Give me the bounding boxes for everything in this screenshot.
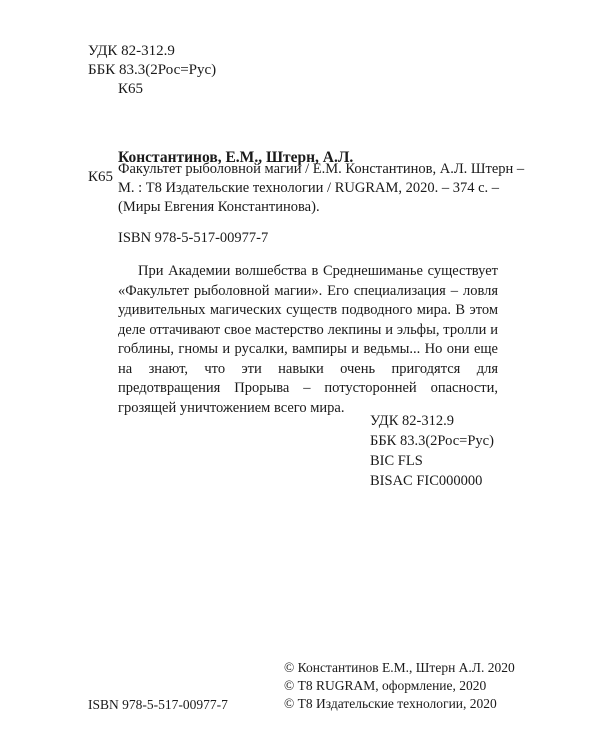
bic-code: BIC FLS (370, 453, 423, 469)
isbn-main: ISBN 978-5-517-00977-7 (118, 230, 269, 246)
udk-code: УДК 82-312.9 (88, 43, 175, 59)
copyright-line: © Константинов Е.М., Штерн А.Л. 2020 (284, 660, 515, 675)
bbk-code-right: ББК 83.3(2Рос=Рус) (370, 433, 494, 449)
udk-code-right: УДК 82-312.9 (370, 413, 454, 429)
copyright-line: © Т8 Издательские технологии, 2020 (284, 696, 497, 711)
copyright-block (284, 659, 515, 713)
isbn-bottom: ISBN 978-5-517-00977-7 (88, 697, 228, 712)
abstract-paragraph: При Академии волшебства в Среднешиманье существует «Факультет рыболовной магии». Его специализация – ловля удивительных магических существ подводного мира. В этом деле оттачивают свое мастерство лекпины и эльфы, тролли и гоблины, гномы и русалки, вампиры и ведьмы... Но они еще на знают, что эти навыки очень пригодятся для предотвращения Прорыва – потусторонней опасности, грозящей уничтожением всего мира. (118, 263, 498, 416)
bbk-code: ББК 83.3(2Рос=Рус) (88, 62, 217, 78)
bibliographic-description (118, 160, 524, 217)
bisac-code: BISAC FIC000000 (370, 473, 483, 489)
bib-line: М. : Т8 Издательские технологии / RUGRAM, 2020. – 374 с. – (118, 180, 500, 196)
author-heading: Константинов, Е.М., Штерн, А.Л. (118, 149, 354, 166)
copyright-line: © Т8 RUGRAM, оформление, 2020 (284, 678, 487, 693)
top-classification-codes (88, 42, 216, 99)
right-classification-codes (370, 411, 494, 491)
author-mark: К65 (118, 81, 144, 97)
bib-line: Факультет рыболовной магии / Е.М. Константинов, А.Л. Штерн – (118, 161, 525, 177)
bib-line: (Миры Евгения Константинова). (118, 199, 320, 215)
author-mark-left: К65 (88, 169, 114, 185)
